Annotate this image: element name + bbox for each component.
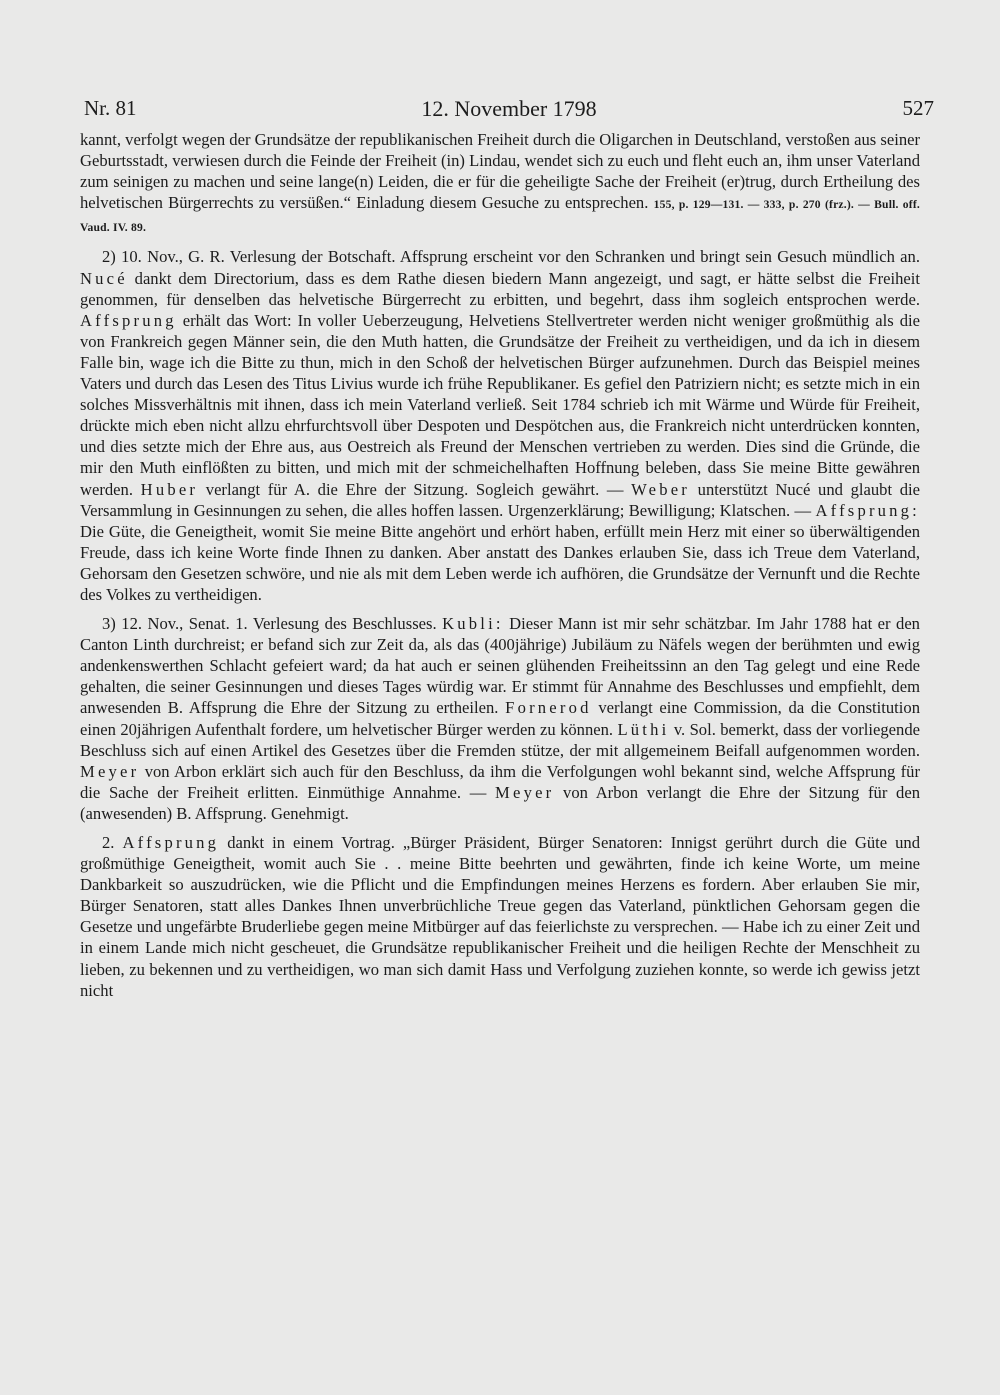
speaker-name: Meyer	[495, 782, 555, 802]
speaker-name: Lüthi	[617, 719, 670, 739]
paragraph-speech: 2. Affsprung dankt in einem Vortrag. „Bürger Präsident, Bürger Senatoren: Innigst gerührt durch die Güte und großmüthige Geneigtheit, womit auch Sie . . meine Bitte beehrten und gewährten, finde ich keine Worte, um meine Dankbarkeit so auszudrücken, wie die Pflicht und die Empfindungen meines Herzens es fordern. Aber erlauben Sie mir, Bürger Senatoren, statt alles Dankes Ihnen unverbrüchliche Treue gegen das Vaterland, pünktlichen Gehorsam gegen die Gesetze und ungefärbte Bruderliebe gegen meine Mitbürger auf das feierlichste zu versprechen. — Habe ich zu einer Zeit und in einem Lande mich nicht gescheuet, die Grundsätze republikanischer Freiheit und die heiligen Rechte der Menschheit zu lieben, zu bekennen und zu vertheidigen, wo man sich damit Hass und Verfolgung zuziehen konnte, so werde ich gewiss jetzt nicht	[80, 833, 920, 1000]
source-reference: 155, p. 129—131. — 333, p. 270 (frz.). — Bull. off. Vaud. IV. 89.	[80, 198, 920, 235]
header-date: 12. November 1798	[421, 96, 597, 121]
document-number: Nr. 81	[84, 96, 137, 120]
body-text	[80, 129, 920, 1001]
paragraph-grand-council: 2) 10. Nov., G. R. Verlesung der Botschaft. Affsprung erscheint vor den Schranken und bringt sein Gesuch mündlich an. Nucé dankt dem Directorium, dass es dem Rathe diesen biedern Mann angezeigt, und sagt, er hätte selbst die Freiheit genommen, für denselben das helvetische Bürgerrecht zu erbitten, und begehrt, dass ihm sogleich entsprochen werde. Affsprung erhält das Wort: In voller Ueberzeugung, Helvetiens Stellvertreter werden nicht weniger großmüthig als die von Frankreich gegen Männer sein, die den Muth hatten, die Grundsätze der Freiheit zu vertheidigen, und da ich in diesem Falle bin, wage ich die Bitte zu thun, mich in den Schoß der helvetischen Bürger aufzunehmen. Durch das Beispiel meines Vaters und durch das Lesen des Titus Livius wurde ich frühe Republikaner. Es gefiel den Patriziern nicht; es setzte mich in ein solches Missverhältnis mit ihnen, dass ich mein Vaterland verließ. Seit 1784 schrieb ich mit Wärme und Würde für Freiheit, drückte mich eben nicht allzu ehrfurchtsvoll über Despoten und Despötchen aus, die Frankreich nicht unterdrücken konnten, und dies setzte mich der Ehre aus, aus Oestreich als Freund der Menschen vertrieben zu werden. Dies sind die Gründe, die mir den Muth einflößten zu bitten, und mich mit der schmeichelhaften Hoffnung beleben, dass Sie meine Bitte gewähren werden. Huber verlangt für A. die Ehre der Sitzung. Sogleich gewährt. — Weber unterstützt Nucé und glaubt die Versammlung in Gesinnungen zu sehen, die alles hoffen lassen. Urgenzerklärung; Bewilligung; Klatschen. — Affsprung: Die Güte, die Geneigtheit, womit Sie meine Bitte angehört und erhört haben, erfüllt mein Herz mit einer so überwältigenden Freude, dass ich keine Worte finde Ihnen zu danken. Aber anstatt des Dankes erlauben Sie, dass ich Treue dem Vaterland, Gehorsam den Gesetzen schwöre, und nie als mit dem Leben werde ich aufhören, die Grundsätze der Vernunft und die Rechte des Volkes zu vertheidigen.	[80, 247, 920, 604]
running-head	[84, 96, 934, 122]
speaker-name: Weber	[631, 479, 691, 499]
paragraph-continuation: kannt, verfolgt wegen der Grundsätze der republikanischen Freiheit durch die Oligarchen in Deutschland, verstoßen aus seiner Geburtsstadt, verwiesen durch die Feinde der Freiheit (in) Lindau, wendet sich zu euch und fleht euch an, ihm unser Vaterland zum seinigen zu machen und seine lange(n) Leiden, die er für die geheiligte Sache der Freiheit (er)trug, durch Ertheilung des helvetischen Bürgerrechts zu versüßen.“ Einladung diesem Gesuche zu entsprechen. 155, p. 129—131. — 333, p. 270 (frz.). — Bull. off. Vaud. IV. 89.	[80, 130, 921, 235]
speaker-name: Nucé	[80, 268, 128, 288]
speaker-name: Affsprung:	[815, 500, 920, 520]
speaker-name: Affsprung	[122, 833, 220, 852]
speaker-name: Kubli:	[442, 614, 504, 634]
speaker-name: Huber	[140, 479, 199, 499]
speaker-name: Affsprung	[80, 310, 177, 330]
speaker-name: Meyer	[80, 761, 140, 781]
page-number: 527	[902, 96, 934, 120]
paragraph-senate: 3) 12. Nov., Senat. 1. Verlesung des Beschlusses. Kubli: Dieser Mann ist mir sehr schätzbar. Im Jahr 1788 hat er den Canton Linth durchreist; er befand sich zur Zeit da, als das (400jährige) Jubiläum zu Näfels wegen der berühmten und ewig andenkenswerthen Schlacht gefeiert ward; da hat auch er seinen glühenden Freiheitssinn an den Tag gelegt und eine Rede gehalten, die seiner Gesinnungen und dieses Tages würdig war. Er stimmt für Annahme des Beschlusses und empfiehlt, dem anwesenden B. Affsprung die Ehre der Sitzung zu ertheilen. Fornerod verlangt eine Commission, da die Constitution einen 20jährigen Aufenthalt fordere, um helvetischer Bürger werden zu können. Lüthi v. Sol. bemerkt, dass der vorliegende Beschluss sich auf einen Artikel des Gesetzes über die Fremden stütze, der mit allgemeinem Beifall aufgenommen worden. Meyer von Arbon erklärt sich auch für den Beschluss, da ihm die Verfolgungen wohl bekannt sind, welche Affsprung für die Sache der Freiheit erlitten. Einmüthige Annahme. — Meyer von Arbon verlangt die Ehre der Sitzung für den (anwesenden) B. Affsprung. Genehmigt.	[80, 614, 921, 823]
speaker-name: Fornerod	[505, 698, 592, 718]
